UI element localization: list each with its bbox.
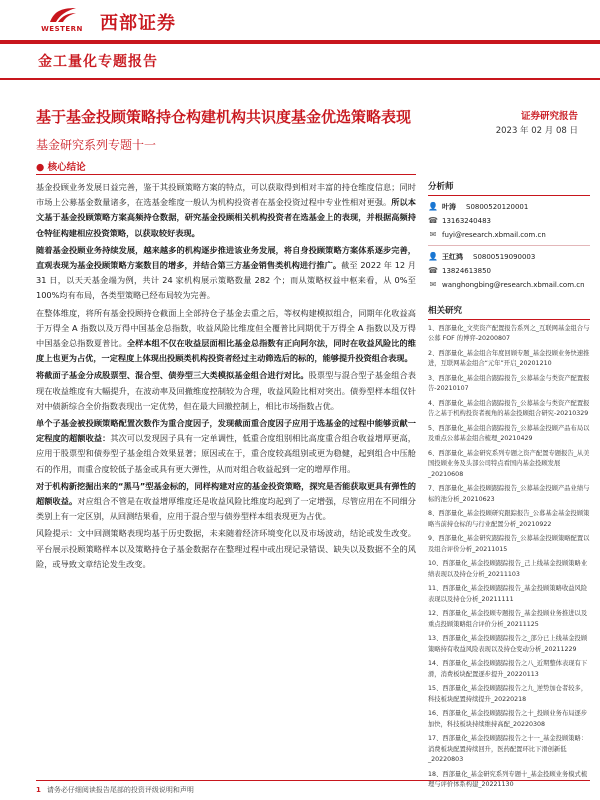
analyst-email[interactable]: wanghongbing@research.xbmail.com.cn — [442, 281, 585, 289]
footer — [36, 785, 194, 795]
related-research-item[interactable]: 5、西部量化_基金组合跟踪报告_公募基金投顾产品布局以及重点公募基金组合梳理_20210429 — [428, 425, 590, 443]
analyst-phone: 13163240483 — [442, 217, 491, 225]
related-research-item[interactable]: 16、西部量化_基金投顾跟踪报告之十_投顾业务布局逐步加快，科技板块持续维持高配_20220308 — [428, 710, 588, 728]
risk-warning: 风险提示：文中回测策略表现均基于历史数据，未来随着经济环境变化以及市场波动，结论或发生改变。平台展示投顾策略样本以及策略持仓子基金数据存在整理过程中或出现记录错误、缺失以及数据不全的风险，或导致文章结论发生改变。 — [36, 528, 416, 569]
phone-icon: ☎ — [428, 266, 438, 275]
email-icon: ✉ — [429, 230, 437, 239]
summary-divider — [36, 174, 416, 175]
sidebar — [428, 180, 590, 795]
report-date: 2023 年 02 月 08 日 — [495, 126, 578, 136]
analyst-heading: 分析师 — [428, 180, 590, 196]
analyst-email[interactable]: fuyi@research.xbmail.com.cn — [442, 231, 546, 239]
person-icon: 👤 — [428, 252, 438, 261]
related-research-item[interactable]: 8、西部量化_基金投顾研究跟踪报告_公募基金基金投顾策略当前持仓标的与行业配置分析_20210922 — [428, 510, 590, 528]
analyst-phone: 13824613850 — [442, 267, 491, 275]
summary-body — [36, 180, 416, 776]
related-research-item[interactable]: 14、西部量化_基金投顾跟踪报告之八_近期整体表现有下滑，消费板块配置逐步提升_20220113 — [428, 660, 588, 678]
related-research-item[interactable]: 2、西部量化_基金组合年度回顾专题_基金投顾业务快速推进，互联网基金组合“元年”开启_20201210 — [428, 350, 590, 368]
related-research-item[interactable]: 12、西部量化_基金投顾专题报告_基金投顾业务推进以及重点投顾策略组合评价分析_20211125 — [428, 610, 588, 628]
report-type: 证券研究报告 — [520, 111, 578, 122]
person-icon: 👤 — [428, 202, 438, 211]
paragraph-1: 基金投顾业务发展日益完善，鉴于其投顾策略方案的特点，可以获取得到相对丰富的持仓维度信息；同时市场上公募基金数量诸多，在选基金维度一般认为机构投资者在基金投资过程中专业性相对更强。所以本文基于基金投顾策略方案高频持仓数据，研究基金投顾相关机构投资者在选基金上的表现，并根据高频持仓特征构建相应投资策略，以获取较好表现。 — [36, 182, 416, 238]
page-number: 1 — [36, 786, 41, 794]
analyst-card — [428, 250, 590, 292]
analyst-id: S0800519090003 — [473, 253, 536, 261]
logo-text: WESTERN — [41, 25, 83, 33]
related-research-item[interactable]: 13、西部量化_基金投顾跟踪报告之_部分已上线基金投顾策略持有收益风险表现以及持仓变动分析_20211229 — [428, 635, 588, 653]
phone-icon: ☎ — [428, 216, 438, 225]
related-research-item[interactable]: 4、西部量化_基金组合跟踪报告_公募基金与类资产配置报告之基于机构投资者视角的基金投顾组合研究-20210329 — [428, 400, 590, 418]
footer-divider — [36, 780, 590, 781]
related-research-item[interactable]: 3、西部量化_基金组合跟踪报告_公募基金与类资产配置报告-20210107 — [428, 375, 590, 393]
related-research-list — [428, 324, 590, 791]
related-research-item[interactable]: 18、西部量化_基金研究系列专题十_基金投顾业务模式梳理与评价体系构建_20221130 — [428, 770, 588, 789]
related-research-item[interactable]: 17、西部量化_基金投顾跟踪报告之十一_基金投顾策略：消费板块配置持续回升，医药配置环比下滑创新低_20220803 — [428, 735, 588, 764]
paragraph-5: 单个子基金被投顾策略配置次数作为重合度因子，发现截面重合度因子应用于选基金的过程中能够贡献一定程度的超额收益：其次可以发现因子具有一定单调性，低重合度组别相比高度重合组合收益增厚更高，应用于股票型和债券型子基金组合效果显著；原因或在于，重合度较高组别或更为稳健，起到组合中压舱石的作用，而重合度较低子基金或具有更大弹性，从而对组合收益起到一定的增厚作用。 — [36, 418, 416, 474]
summary-heading: ● 核心结论 — [36, 162, 86, 173]
footer-disclaimer: 请务必仔细阅读报告尾部的投资评级说明和声明 — [46, 786, 194, 794]
related-research-item[interactable]: 6、西部量化_基金研究系列专题之资产配置专题报告_从美国投顾业务及头部公司特点看国内基金投顾发展_20210608 — [428, 450, 590, 478]
paragraph-2: 随着基金投顾业务持续发展，越来越多的机构逐步推进该业务发展，将自身投顾策略方案体系逐步完善，直观表现为基金投顾策略方案数目的增多，并结合第三方基金销售类机构进行推广。截至 2022 年 12 月 31 日，以天天基金端为例，共计 24 家机构展示策略数量 282 个；而从策略权益中枢来看，从 0%至 100%均有布局，各类型策略已经布局较为完善。 — [36, 244, 416, 301]
analyst-card — [428, 200, 590, 242]
brand-name: 西部证券 — [100, 13, 176, 34]
header-bar — [0, 40, 600, 44]
paragraph-4: 将截面子基金分成股票型、混合型、债券型三大类模拟基金组合进行对比。股票型与混合型子基金组合表现在收益维度有大幅提升，在波动率及回撤维度控制较为合理，收益风险比相对突出。债券型样本组仅针对中债新综合全价指数表现出一定优势，但在最大回撤控制上，相比市场指数占优。 — [36, 370, 416, 411]
related-research-item[interactable]: 11、西部量化_基金投顾跟踪报告_基金投顾策略收益风险表现以及持仓分析_20211111 — [428, 585, 588, 603]
header-divider — [0, 78, 600, 80]
related-research-item[interactable]: 10、西部量化_基金投顾跟踪报告_己上线基金投顾策略业绩表现以及持仓分析_20211103 — [428, 560, 588, 578]
related-research-item[interactable]: 9、西部量化_基金研究跟踪报告_公募基金投顾策略配置以及组合评价分析_20211015 — [428, 535, 590, 553]
related-research-heading: 相关研究 — [428, 304, 590, 320]
related-research-item[interactable]: 1、西部量化_文奖资产配置报告系列之_互联网基金组合与公募 FOF 的博弈-20200807 — [428, 325, 590, 343]
company-logo — [32, 6, 92, 38]
analyst-id: S0800520120001 — [466, 203, 529, 211]
report-category: 金工量化专题报告 — [38, 54, 158, 70]
analyst-name: 叶涛 — [442, 203, 456, 211]
paragraph-3: 在整体维度，将所有基金投顾持仓截面上全部持仓子基金去重之后，等权构建模拟组合，同期年化收益高于万得全 A 指数以及万得中国基金总指数，收益风险比维度但全覆普比同期优于万得全 A 指数以及万得中国基金总指数夏普比。全样本组不仅在收益层面相比基金总指数有正向阿尔法，同时在收益风险比的维度上也更为占优，一定程度上体现出投顾类机构投资者经过主动筛选后的标的，能够提升投资组合表现。 — [36, 307, 416, 364]
report-title: 基于基金投顾策略持仓构建机构共识度基金优选策略表现 — [36, 108, 412, 126]
logo-mark-icon — [48, 6, 78, 24]
summary-heading-text: 核心结论 — [47, 162, 86, 173]
paragraph-6: 对于机构新挖掘出来的“黑马”型基金标的，同样构建对应的基金投资策略，探究是否能获取更具有弹性的超额收益。对应组合不管是在收益增厚维度还是收益风险比维度均起到了一定增强，尽管应用在不同细分类别上有一定区别，从回测结果看，应用于混合型与债券型样本组表现更为占优。 — [36, 480, 416, 522]
related-research-item[interactable]: 7、西部量化_基金投顾跟踪报告_公募基金投顾产品业绩与标的池分析_20210623 — [428, 485, 590, 503]
report-subtitle: 基金研究系列专题十一 — [36, 138, 157, 152]
email-icon: ✉ — [429, 280, 437, 289]
analyst-divider — [428, 245, 590, 246]
related-research-item[interactable]: 15、西部量化_基金投顾跟踪报告之九_逆势加仓者较多，科技板块配置持续提升_20220218 — [428, 685, 588, 703]
analyst-name: 王红鸿 — [442, 253, 463, 261]
